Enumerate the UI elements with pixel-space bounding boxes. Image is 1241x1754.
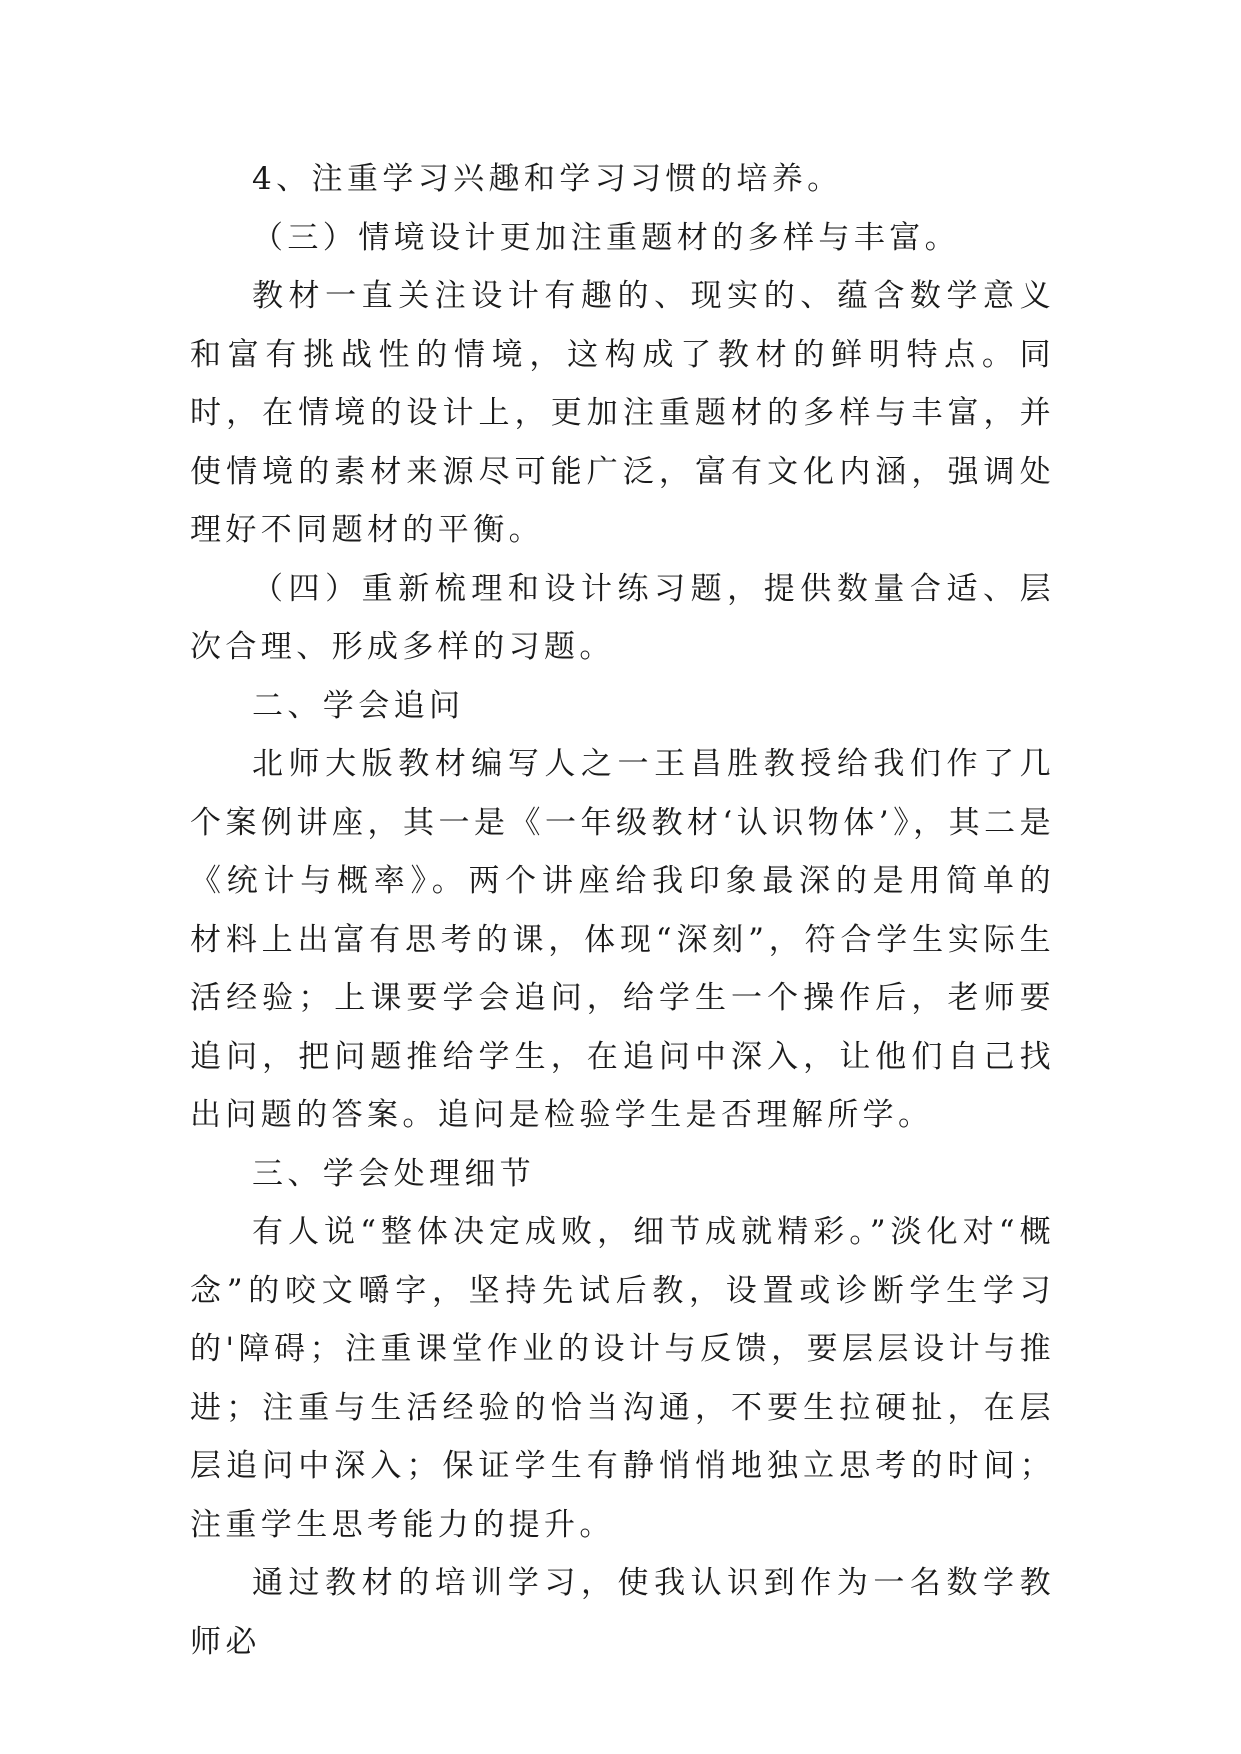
paragraph-section-three-heading: （三）情境设计更加注重题材的多样与丰富。: [252, 219, 960, 256]
paragraph-situation-design: 教材一直关注设计有趣的、现实的、蕴含数学意义和富有挑战性的情境，这构成了教材的鲜明特点。同时，在情境的设计上，更加注重题材的多样与丰富，并使情境的素材来源尽可能广泛，富有文化内涵，强调处理好不同题材的平衡。: [190, 278, 1055, 548]
document-body: [190, 150, 1055, 1671]
heading-handle-details: 三、学会处理细节: [252, 1155, 536, 1192]
paragraph-interest-habits: 4、注重学习兴趣和学习习惯的培养。: [252, 161, 843, 197]
paragraph-details: 有人说“整体决定成败，细节成就精彩。”淡化对“概念”的咬文嚼字，坚持先试后教，设置或诊断学生学习的'障碍；注重课堂作业的设计与反馈，要层层设计与推进；注重与生活经验的恰当沟通，不要生拉硬扯，在层层追问中深入；保证学生有静悄悄地独立思考的时间；注重学生思考能力的提升。: [190, 1214, 1055, 1543]
paragraph-lecture-cases: 北师大版教材编写人之一王昌胜教授给我们作了几个案例讲座，其一是《一年级教材‘认识物体’》，其二是《统计与概率》。两个讲座给我印象最深的是用简单的材料上出富有思考的课，体现“深刻”，符合学生实际生活经验；上课要学会追问，给学生一个操作后，老师要追问，把问题推给学生，在追问中深入，让他们自己找出问题的答案。追问是检验学生是否理解所学。: [190, 746, 1055, 1133]
heading-learn-to-question: 二、学会追问: [252, 687, 465, 724]
paragraph-conclusion-start: 通过教材的培训学习，使我认识到作为一名数学教师必: [190, 1565, 1055, 1660]
paragraph-section-four-heading: （四）重新梳理和设计练习题，提供数量合适、层次合理、形成多样的习题。: [190, 570, 1055, 665]
